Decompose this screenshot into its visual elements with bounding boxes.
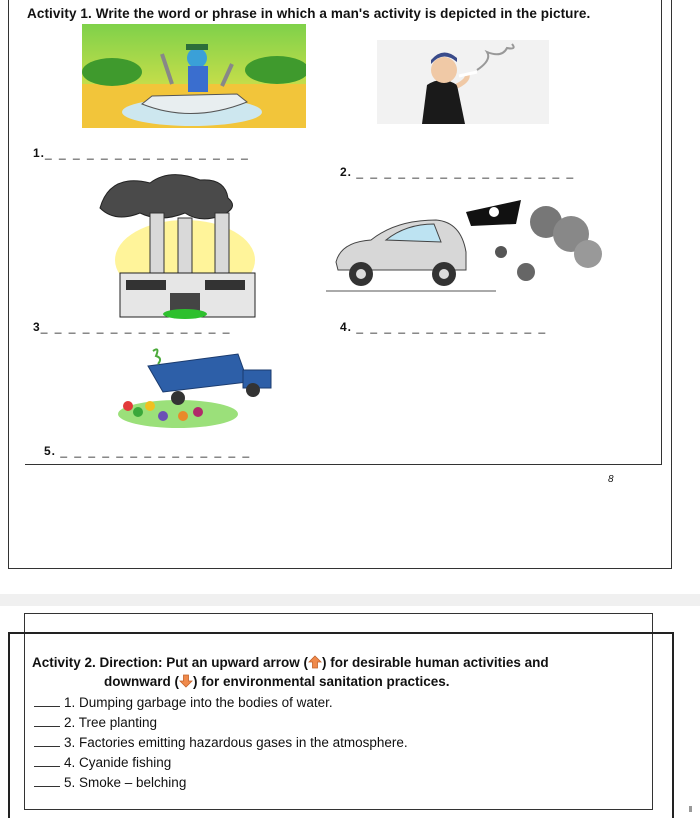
answer-number: 1. [33, 146, 46, 160]
item-text: 4. Cyanide fishing [64, 755, 172, 770]
list-item [34, 713, 408, 733]
list-item [34, 773, 408, 793]
activity2-title [32, 653, 612, 691]
activity2-title-text: ) for desirable human activities and [322, 655, 549, 670]
item-text: 2. Tree planting [64, 715, 158, 730]
answer-number: 3 [33, 320, 41, 334]
list-item [34, 693, 408, 713]
activity2-title-text: downward ( [104, 674, 179, 689]
activity2-title-text: ) for environmental sanitation practices. [193, 674, 450, 689]
list-item [34, 753, 408, 773]
answer-blank[interactable] [34, 773, 60, 787]
list-item [34, 733, 408, 753]
smoke-belching-car-picture [326, 192, 606, 292]
answer-line-3 [33, 320, 231, 334]
down-arrow-icon [179, 674, 193, 688]
answer-line-4 [340, 320, 547, 334]
activity1-title: Activity 1. Write the word or phrase in which a man's activity is depicted in the picture. [27, 6, 591, 21]
answer-blank[interactable]: _ _ _ _ _ _ _ _ _ _ _ _ _ _ [356, 320, 548, 334]
answer-number: 5. [44, 444, 57, 458]
item-text: 5. Smoke – belching [64, 775, 187, 790]
smoking-man-picture [377, 40, 549, 124]
answer-line-5 [44, 444, 251, 458]
answer-line-2 [340, 165, 575, 179]
answer-blank[interactable]: _ _ _ _ _ _ _ _ _ _ _ _ _ _ [40, 320, 232, 334]
answer-blank[interactable]: _ _ _ _ _ _ _ _ _ _ _ _ _ _ _ _ [356, 165, 576, 179]
scroll-indicator [689, 806, 692, 812]
page-number: 8 [608, 474, 614, 485]
garbage-dump-truck-picture [108, 346, 278, 432]
activity2-item-list [34, 693, 408, 793]
answer-blank[interactable] [34, 733, 60, 747]
item-text: 1. Dumping garbage into the bodies of water. [64, 695, 333, 710]
answer-blank[interactable] [34, 713, 60, 727]
item-text: 3. Factories emitting hazardous gases in the atmosphere. [64, 735, 408, 750]
answer-line-1 [33, 146, 250, 160]
answer-blank[interactable] [34, 693, 60, 707]
answer-blank[interactable]: _ _ _ _ _ _ _ _ _ _ _ _ _ _ [60, 444, 252, 458]
activity2-title-text: Activity 2. Direction: Put an upward arrow ( [32, 655, 309, 670]
page-separator [0, 594, 700, 606]
factory-smoke-picture [90, 168, 260, 320]
answer-number: 2. [340, 165, 353, 179]
answer-blank[interactable]: _ _ _ _ _ _ _ _ _ _ _ _ _ _ _ [45, 146, 250, 160]
answer-blank[interactable] [34, 753, 60, 767]
cyanide-fishing-picture [82, 24, 306, 128]
answer-number: 4. [340, 320, 353, 334]
up-arrow-icon [308, 655, 322, 669]
